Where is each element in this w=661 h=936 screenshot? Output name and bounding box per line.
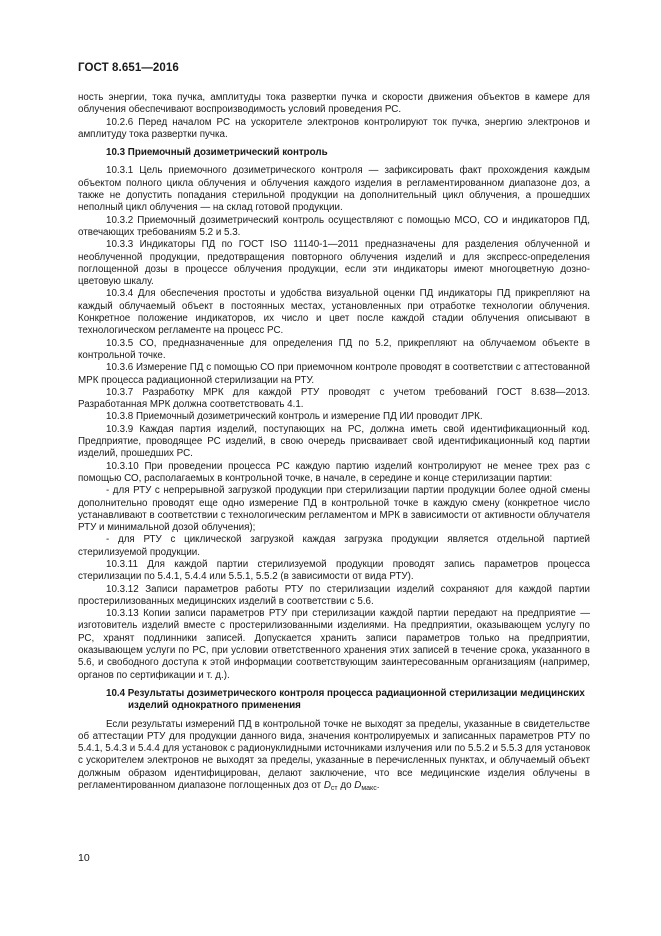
- list-item-continuous-load: - для РТУ с непрерывной загрузкой продукции при стерилизации партии продукции более одной смены дополнительно проводят еще одно измерение ПД в контрольной точке в каждую смену (конкретное число устанавливают в соответствии с технологическим регламентом и МРК в зависимости от активности облучателя РТУ и минимальной дозой облучения);: [78, 485, 590, 534]
- dose-subscript-maks: макс: [361, 785, 377, 793]
- paragraph-10-3-10: 10.3.10 При проведении процесса РС каждую партию изделий контролируют не менее трех раз с помощью СО, располагаемых в контрольной точке, в начале, в середине и конце стерилизации партии:: [78, 460, 590, 484]
- paragraph-10-3-12: 10.3.12 Записи параметров работы РТУ по стерилизации изделий сохраняют для каждой партии простерилизованных медицинских изделий в соответствии с 5.6.: [78, 583, 590, 607]
- document-code-header: ГОСТ 8.651—2016: [78, 62, 179, 74]
- word-do: до: [340, 780, 352, 792]
- paragraph-10-3-1: 10.3.1 Цель приемочного дозиметрического контроля — зафиксировать факт прохождения каждым объектом полного цикла облучения и облучения каждого изделия в регламентированном диапазоне доз, а также не допустить попадания стерильной продукции на дополнительный цикл облучения, а прошедших неполный цикл облучения — на склад готовой продукции.: [78, 165, 590, 214]
- paragraph-10-3-6: 10.3.6 Измерение ПД с помощью СО при приемочном контроле проводят в соответствии с аттестованной МРК процесса радиационной стерилизации на РТУ.: [78, 362, 590, 386]
- paragraph-continuation: ность энергии, тока пучка, амплитуды тока развертки пучка и скорости движения объектов в камере для облучения обеспечивают воспроизводимость условий проведения РС.: [78, 92, 590, 116]
- dose-symbol-min: D: [323, 780, 331, 792]
- section-heading-10-3: 10.3 Приемочный дозиметрический контроль: [106, 147, 328, 159]
- paragraph-10-3-5: 10.3.5 СО, предназначенные для определения ПД по 5.2, прикрепляют на облучаемом объекте в контрольной точке.: [78, 337, 590, 361]
- paragraph-10-3-3: 10.3.3 Индикаторы ПД по ГОСТ ISO 11140-1—2011 предназначены для разделения облученной и необлученной продукции, предотвращения повторного облучения изделий и для экспресс-определения поглощенной дозы в процессе облучения продукции, если эти индикаторы имеют многоцветную дозно-цветовую шкалу.: [78, 239, 590, 288]
- list-item-cyclic-load: - для РТУ с циклической загрузкой каждая загрузка продукции является отдельной партией стерилизуемой продукции.: [78, 534, 590, 558]
- paragraph-10-3-7: 10.3.7 Разработку МРК для каждой РТУ проводят с учетом требований ГОСТ 8.638—2013. Разработанная МРК должна соответствовать 4.1.: [78, 386, 590, 411]
- paragraph-10-4-text: Если результаты измерений ПД в контрольной точке не выходят за пределы, указанные в свидетельстве об аттестации РТУ для продукции данного вида, значения контролируемых и записанных параметров РТУ по 5.4.1, 5.4.3 и 5.4.4 для установок с радионуклидными источниками излучения или по 5.5.2 и 5.5.3 для установок с ускорителем электронов не выходят за пределы, указанные в перечисленных пунктах, и облучаемый объект должным образом идентифицирован, делают заключение, что все медицинские изделия облучены в регламентированном диапазоне поглощенных доз от: [78, 718, 590, 792]
- document-body: [78, 92, 590, 792]
- paragraph-10-3-9: 10.3.9 Каждая партия изделий, поступающих на РС, должна иметь свой идентификационный код. Предприятие, проводящее РС изделий, в свою очередь присваивает свой идентификационный код партии изделий, прошедших РС.: [78, 423, 590, 460]
- paragraph-10-4-results: Если результаты измерений ПД в контрольной точке не выходят за пределы, указанные в свидетельстве об аттестации РТУ для продукции данного вида, значения контролируемых и записанных параметров РТУ по 5.4.1, 5.4.3 и 5.4.4 для установок с радионуклидными источниками излучения или по 5.5.2 и 5.5.3 для установок с ускорителем электронов не выходят за пределы, указанные в перечисленных пунктах, и облучаемый объект должным образом идентифицирован, делают заключение, что все медицинские изделия облучены в регламентированном диапазоне поглощенных доз от $D_{ст}$ до $D_{макс}$.: [78, 718, 590, 793]
- paragraph-10-3-4: 10.3.4 Для обеспечения простоты и удобства визуальной оценки ПД индикаторы ПД прикрепляют на каждый облучаемый объект в постоянных местах, установленных при отработке технологии облучения. Конкретное положение индикаторов, их число и цвет после каждой стадии облучения описывают в технологическом регламенте на процесс РС.: [78, 288, 590, 337]
- paragraph-10-3-11: 10.3.11 Для каждой партии стерилизуемой продукции проводят запись параметров процесса стерилизации по 5.4.1, 5.4.4 или 5.5.1, 5.5.2 (в зависимости от вида РТУ).: [78, 558, 590, 583]
- paragraph-10-3-8: 10.3.8 Приемочный дозиметрический контроль и измерение ПД ИИ проводит ЛРК.: [106, 411, 483, 423]
- dose-subscript-st: ст: [330, 785, 338, 793]
- page-number: 10: [78, 852, 90, 864]
- dose-symbol-max: D: [354, 780, 362, 792]
- section-heading-10-4: 10.4 Результаты дозиметрического контроля процесса радиационной стерилизации медицинских изделий однократного применения: [106, 687, 585, 712]
- paragraph-10-3-13: 10.3.13 Копии записи параметров РТУ при стерилизации каждой партии передают на предприятие — изготовитель изделий вместе с простерилизованными изделиями. На предприятии, оказывающем услугу по РС, хранят подлинники записей. Допускается хранить записи параметров только на предприятии, оказывающем услуги по РС, при условии ответственного хранения этих записей в течение срока, указанного в 5.6, и свободного доступа к этой информации соответствующим заинтересованным организациям (например, органов по сертификации и т. д.).: [78, 608, 590, 681]
- paragraph-10-2-6: 10.2.6 Перед началом РС на ускорителе электронов контролируют ток пучка, энергию электронов и амплитуду тока развертки пучка.: [78, 116, 590, 140]
- paragraph-10-3-2: 10.3.2 Приемочный дозиметрический контроль осуществляют с помощью МСО, СО и индикаторов ПД, отвечающих требованиям 5.2 и 5.3.: [78, 214, 590, 238]
